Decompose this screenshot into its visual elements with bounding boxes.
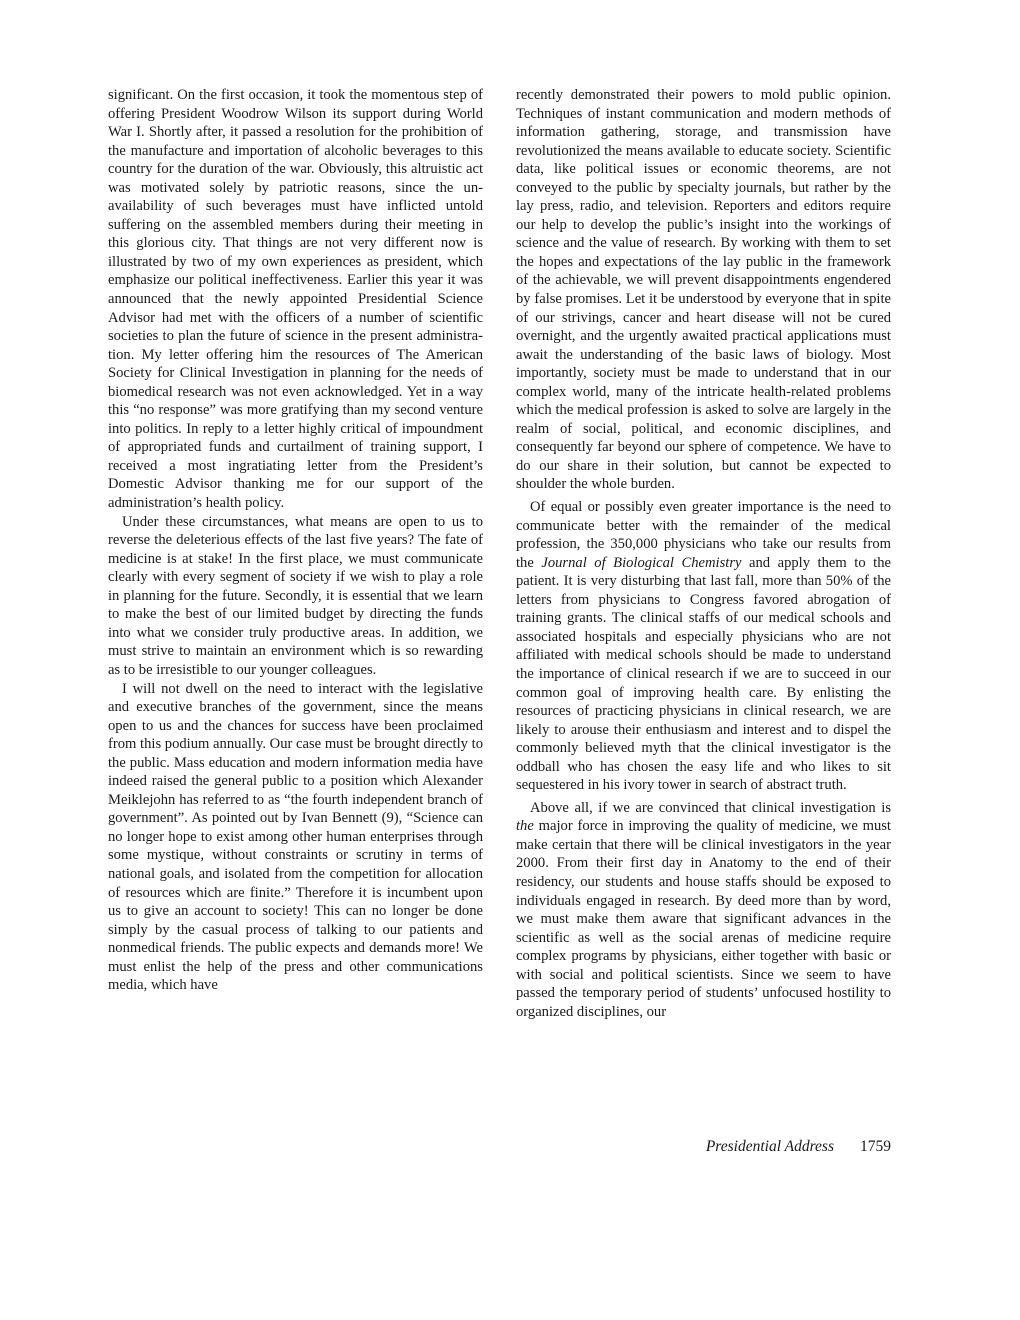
paragraph: Under these circumstances, what means are open to us to reverse the deleterious effects of the last five years? The fate of medicine is at stake! In the first place, we must communicate clearly with every segment of society if we wish to play a role in planning for the future. Secondly, it is essential that we learn to make the best of our limited budget by directing the funds into what we consider truly productive areas. In addition, we must strive to maintain an environment which is so rewarding as to be irresistible to our younger colleagues.	[108, 513, 483, 678]
paragraph-text: Above all, if we are convinced that clinical investigation is	[530, 799, 891, 816]
page-number: 1759	[860, 1138, 891, 1155]
paragraph: significant. On the first occasion, it took the momentous step of offering President Woodrow Wilson its support during World War I. Shortly after, it passed a resolution for the prohibition of the manufacture and importation of alcoholic beverages to this country for the duration of the war. Obviously, this altruistic act was motivated solely by patriotic reasons, since the unavailability of such beverages must have inflicted untold suffering on the assembled members during their meeting in this glorious city. That things are not very different now is illustrated by two of my own experiences as president, which emphasize our political ineffectiveness. Earlier this year it was announced that the newly appointed Presidential Science Advisor had met with the officers of a number of scientific societies to plan the future of science in the present administration. My letter offering him the resources of The American Society for Clinical Investigation in planning for the needs of biomedical research was not even acknowledged. Yet in a way this “no response” was more gratifying than my second venture into politics. In reply to a letter highly critical of impoundment of appropriated funds and curtailment of training support, I received a most ingratiating letter from the President’s Domestic Advisor thanking me for our support of the administration’s health policy.	[108, 87, 483, 512]
paragraph: recently demonstrated their powers to mold public opinion. Techniques of instant communication and modern methods of information gathering, storage, and transmission have revolutionized the means available to educate society. Scientific data, like political issues or economic theorems, are not conveyed to the public by specialty journals, but rather by the lay press, radio, and television. Reporters and editors require our help to develop the public’s insight into the workings of science and the value of research. By working with them to set the hopes and expectations of the lay public in the framework of the achievable, we will prevent disappointments engendered by false promises. Let it be understood by everyone that in spite of our strivings, cancer and heart disease will not be cured overnight, and the urgently awaited practical applications must await the understanding of the basic laws of biology. Most importantly, society must be made to understand that in our complex world, many of the intricate health-related problems which the medical profession is asked to solve are largely in the realm of social, political, and economic disciplines, and consequently far beyond our sphere of competence. We have to do our share in their solution, but cannot be expected to shoulder the whole burden.	[516, 87, 891, 493]
paragraph	[516, 799, 891, 1022]
running-head: Presidential Address	[705, 1138, 834, 1155]
page-footer	[516, 1138, 891, 1156]
paragraph-text: Of equal or possibly even greater importance is the need to communicate better with the remainder of the medical profession, the 350,000 physicians who take our results from the	[516, 499, 891, 571]
right-column	[516, 86, 891, 1021]
emphasis: the	[516, 818, 534, 835]
paragraph-text: and apply them to the patient. It is very disturbing that last fall, more than 50% of the letters from physicians to Congress favored abrogation of training grants. The clinical staffs of our medical schools and associated hospitals and especially physicians who are not affiliated with medical schools should be made to understand the importance of clinical research if we are to succeed in our common goal of improving health care. By enlisting the resources of practicing physicians in clinical research, we are likely to arouse their enthusiasm and interest and to dispel the commonly believed myth that the clinical investigator is the oddball who has chosen the easy life and who likes to sit sequestered in his ivory tower in search of abstract truth.	[516, 554, 891, 794]
paragraph: I will not dwell on the need to interact with the legislative and executive branches of the government, since the means open to us and the chances for success have been proclaimed from this podium annually. Our case must be brought directly to the public. Mass education and modern information media have indeed raised the general public to a position which Alexander Meiklejohn has referred to as “the fourth independent branch of government”. As pointed out by Ivan Bennett (9), “Science can no longer hope to exist among other human enterprises through some mystique, without constraints or scrutiny in terms of national goals, and isolated from the competition for allocation of resources which are finite.” Therefore it is incumbent upon us to give an account to society! This can no longer be done simply by the casual process of talking to our patients and nonmedical friends. The public expects and demands more! We must enlist the help of the press and other communications media, which have	[108, 680, 483, 994]
journal-title: Journal of Biological Chemistry	[541, 554, 742, 571]
paragraph-text: major force in improving the quality of medicine, we must make certain that there will be clinical investigators in the year 2000. From their first day in Anatomy to the end of their residency, our students and house staffs should be exposed to individuals engaged in research. By deed more than by word, we must make them aware that significant advances in the scientific as well as the social arenas of medicine require complex programs by physicians, either together with basic or with social and political scientists. Since we seem to have passed the temporary period of students’ unfocused hostility to organized disciplines, our	[516, 818, 891, 1020]
left-column	[108, 86, 483, 995]
paragraph	[516, 498, 891, 795]
